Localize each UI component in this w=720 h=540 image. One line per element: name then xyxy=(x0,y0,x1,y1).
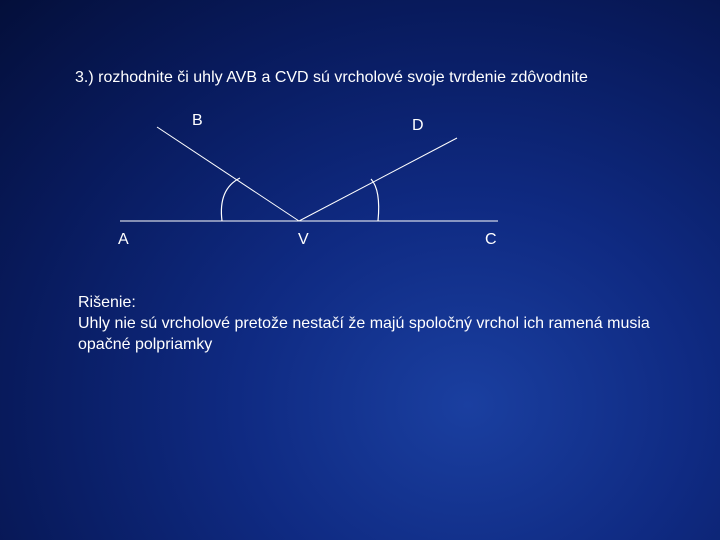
point-label-c: C xyxy=(485,231,497,248)
point-label-v: V xyxy=(298,231,309,248)
point-label-a: A xyxy=(118,231,129,248)
angle-arc-CVD xyxy=(371,179,379,221)
solution-heading: Rišenie: xyxy=(78,294,136,311)
ray-VD xyxy=(299,138,457,221)
point-label-b: B xyxy=(192,112,203,129)
solution-line-2: opačné polpriamky xyxy=(78,336,213,353)
ray-VB xyxy=(157,127,299,221)
angle-arc-AVB xyxy=(221,178,240,221)
solution-line-1: Uhly nie sú vrcholové pretože nestačí že majú spoločný vrchol ich ramená musia xyxy=(78,315,650,332)
question-text: 3.) rozhodnite či uhly AVB a CVD sú vrcholové svoje tvrdenie zdôvodnite xyxy=(75,69,588,86)
solution-block xyxy=(78,292,720,355)
point-label-d: D xyxy=(412,117,424,134)
